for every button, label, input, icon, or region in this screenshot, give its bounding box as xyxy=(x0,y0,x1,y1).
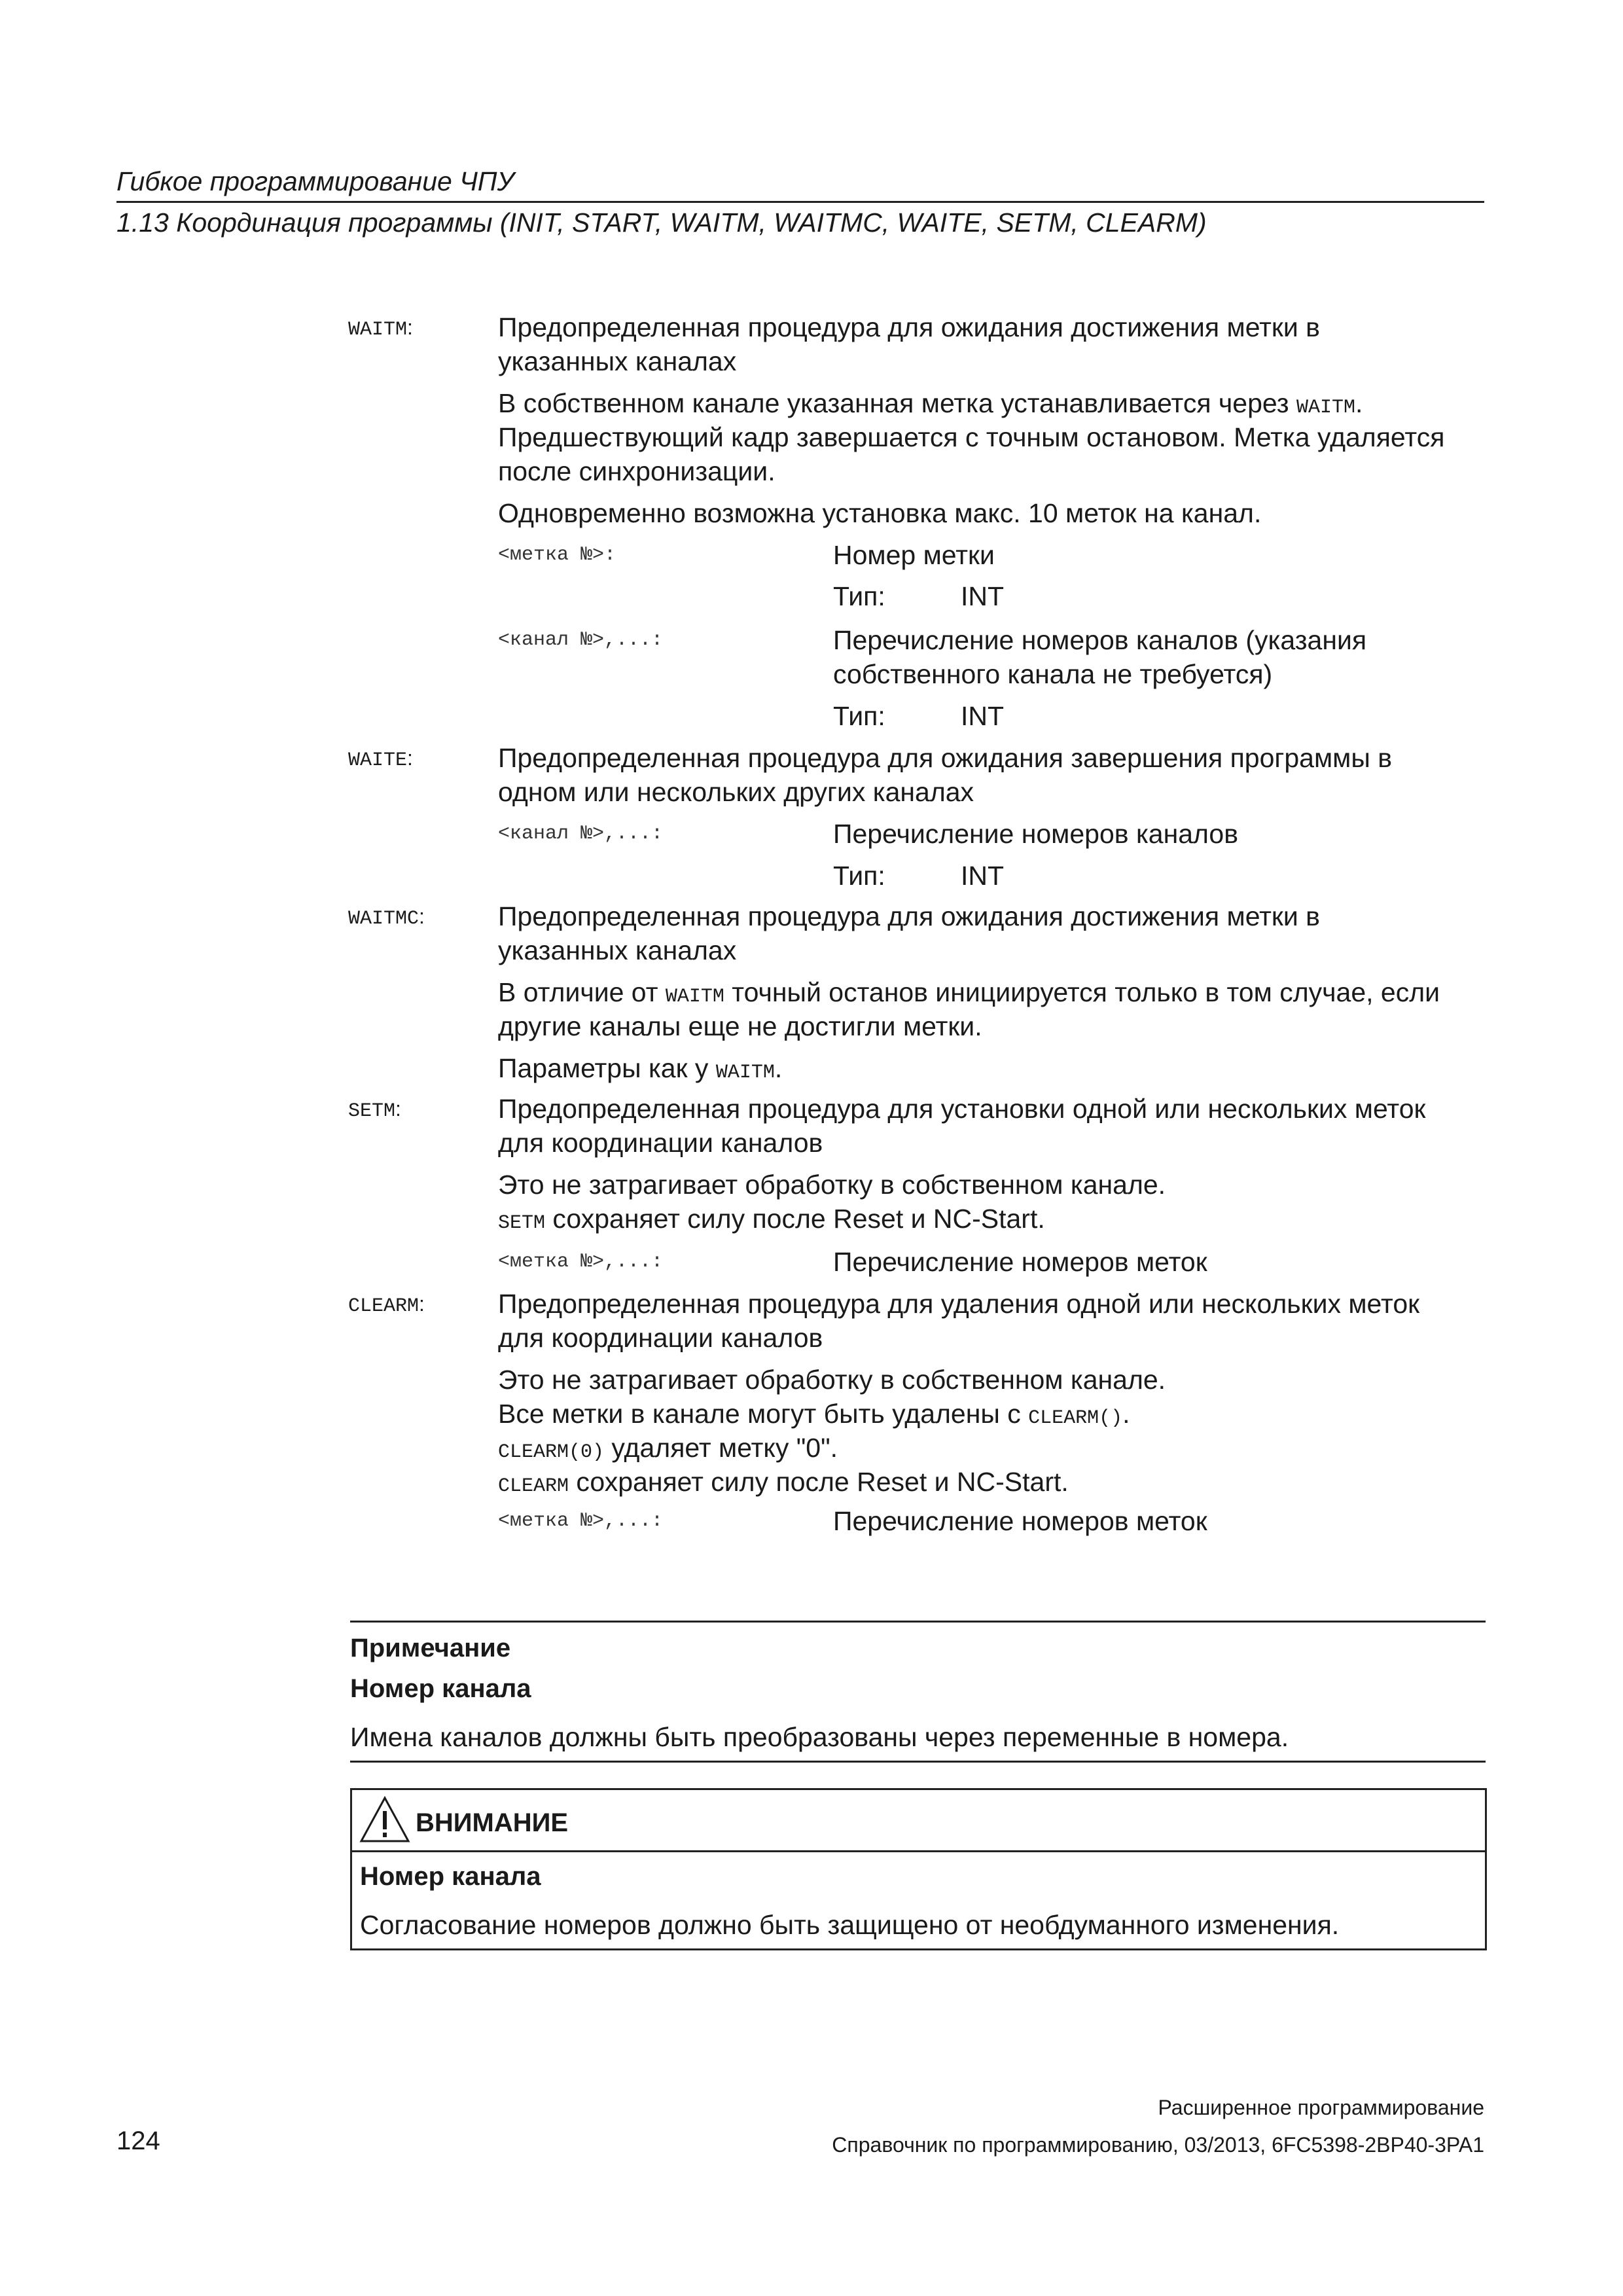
term-waitm: WAITM: xyxy=(348,315,413,341)
waitm-desc-1b: указанных каналах xyxy=(498,346,737,376)
waitm-desc-1a: Предопределенная процедура для ожидания достижения метки в xyxy=(498,312,1320,342)
setm-param-label-name: <метка №>,...: xyxy=(498,1251,664,1273)
waite-desc-1a: Предопределенная процедура для ожидания завершения программы в xyxy=(498,743,1392,773)
clearm-desc-2d-post: сохраняет силу после Reset и NC-Start. xyxy=(569,1467,1069,1497)
waitm-param-channel-text: <канал №>,... xyxy=(498,629,652,651)
clearm-desc-1b: для координации каналов xyxy=(498,1323,823,1353)
term-waite: WAITE: xyxy=(348,746,413,772)
setm-desc-1b: для координации каналов xyxy=(498,1128,823,1158)
setm-desc-2a: Это не затрагивает обработку в собственном канале. xyxy=(498,1170,1166,1200)
term-waite-code: WAITE xyxy=(348,749,408,772)
term-waitmc-code: WAITMC xyxy=(348,908,419,930)
clearm-desc-2b: Все метки в канале могут быть удалены с CLEARM(). xyxy=(498,1399,1130,1429)
footer-book-title: Расширенное программирование xyxy=(1158,2096,1484,2119)
waite-param-channel-name: <канал №>,...: xyxy=(498,823,664,845)
clearm-desc-2a: Это не затрагивает обработку в собственном канале. xyxy=(498,1365,1166,1395)
setm-desc-2b xyxy=(498,1202,1486,1240)
waite-param-channel-text: <канал №>,... xyxy=(498,823,652,845)
note-top-rule xyxy=(350,1621,1486,1623)
waitm-desc-2c: после синхронизации. xyxy=(498,456,776,486)
note-title: Примечание xyxy=(350,1634,511,1662)
footer-book-info: Справочник по программированию, 03/2013, 6FC5398-2BP40-3PA1 xyxy=(832,2133,1484,2157)
setm-desc-2b-code: SETM xyxy=(498,1212,546,1234)
waitmc-desc-2a-code: WAITM xyxy=(665,986,724,1008)
waitmc-desc-2a-pre: В отличие от xyxy=(498,977,666,1007)
term-waitmc: WAITMC: xyxy=(348,905,425,930)
clearm-desc-2b-code: CLEARM() xyxy=(1028,1407,1123,1429)
clearm-desc-1a: Предопределенная процедура для удаления одной или нескольких меток xyxy=(498,1289,1420,1319)
setm-param-label-desc: Перечисление номеров меток xyxy=(833,1247,1207,1277)
term-setm: SETM: xyxy=(348,1097,401,1122)
clearm-desc-2d xyxy=(498,1465,1486,1503)
waitm-param-label-type: INT xyxy=(961,581,1005,611)
clearm-param-label-desc: Перечисление номеров меток xyxy=(833,1506,1207,1536)
note-bottom-rule xyxy=(350,1761,1486,1763)
warning-box xyxy=(350,1788,1487,1950)
waitm-desc-2a-text: В собственном канале указанная метка устанавливается через xyxy=(498,388,1296,418)
waitm-param-channel-desc-a: Перечисление номеров каналов (указания xyxy=(833,625,1367,655)
clearm-desc-2c-post: удаляет метку "0". xyxy=(604,1433,838,1463)
warning-title: ВНИМАНИЕ xyxy=(416,1808,569,1837)
page-number: 124 xyxy=(116,2126,160,2155)
clearm-desc-2b-pre: Все метки в канале могут быть удалены с xyxy=(498,1399,1029,1429)
clearm-desc-2c-code: CLEARM(0) xyxy=(498,1441,605,1463)
waitm-param-channel-type: INT xyxy=(961,701,1005,731)
waitm-desc-2b: Предшествующий кадр завершается с точным остановом. Метка удаляется xyxy=(498,422,1445,452)
clearm-param-label-text: <метка №>,... xyxy=(498,1510,652,1532)
header-divider xyxy=(116,201,1484,203)
waitmc-desc-2a xyxy=(498,975,1486,1014)
waitmc-desc-1a: Предопределенная процедура для ожидания достижения метки в xyxy=(498,901,1320,931)
waitm-param-label-type-label: Тип: xyxy=(833,581,885,611)
note-text: Имена каналов должны быть преобразованы через переменные в номера. xyxy=(350,1722,1289,1752)
clearm-desc-2c xyxy=(498,1431,1486,1469)
waitm-desc-2a-code: WAITM xyxy=(1296,397,1356,419)
running-header-title: Гибкое программирование ЧПУ xyxy=(116,166,514,196)
waitmc-desc-3: Параметры как у WAITM. xyxy=(498,1053,783,1084)
term-clearm: CLEARM: xyxy=(348,1292,425,1318)
waitm-param-label-desc: Номер метки xyxy=(833,540,995,570)
warning-triangle-icon xyxy=(359,1795,411,1844)
waitm-desc-2a: В собственном канале указанная метка устанавливается через WAITM. xyxy=(498,388,1363,419)
waitmc-desc-2b: другие каналы еще не достигли метки. xyxy=(498,1011,982,1041)
warning-text: Согласование номеров должно быть защищено от необдуманного изменения. xyxy=(360,1910,1340,1940)
waite-desc-1b: одном или нескольких других каналах xyxy=(498,777,974,807)
term-setm-code: SETM xyxy=(348,1100,396,1122)
waitmc-desc-3-pre: Параметры как у xyxy=(498,1053,716,1083)
waitm-param-label-text: <метка №> xyxy=(498,544,605,566)
setm-desc-2b-post: сохраняет силу после Reset и NC-Start. xyxy=(545,1204,1045,1234)
waitm-desc-3: Одновременно возможна установка макс. 10 меток на канал. xyxy=(498,498,1262,528)
waitmc-desc-2a-post: точный останов инициируется только в том случае, если xyxy=(724,977,1440,1007)
setm-param-label-text: <метка №>,... xyxy=(498,1251,652,1273)
warning-subtitle: Номер канала xyxy=(360,1862,541,1891)
waitm-param-label-name: <метка №>: xyxy=(498,544,616,566)
clearm-param-label-name: <метка №>,...: xyxy=(498,1510,664,1532)
setm-desc-1a: Предопределенная процедура для установки одной или нескольких меток xyxy=(498,1094,1426,1124)
waite-param-channel-type: INT xyxy=(961,861,1005,891)
term-clearm-code: CLEARM xyxy=(348,1295,419,1318)
waite-param-channel-type-label: Тип: xyxy=(833,861,885,891)
waitmc-desc-3-code: WAITM xyxy=(715,1062,775,1084)
waitm-param-channel-name: <канал №>,...: xyxy=(498,629,664,651)
waitm-param-channel-desc-b: собственного канала не требуется) xyxy=(833,659,1273,689)
clearm-desc-2d-code: CLEARM xyxy=(498,1475,569,1498)
waitm-param-channel-type-label: Тип: xyxy=(833,701,885,731)
warning-divider xyxy=(352,1850,1485,1852)
waite-param-channel-desc: Перечисление номеров каналов xyxy=(833,819,1239,849)
term-waitm-code: WAITM xyxy=(348,319,408,341)
running-header-section: 1.13 Координация программы (INIT, START, WAITM, WAITMC, WAITE, SETM, CLEARM) xyxy=(116,207,1207,238)
note-subtitle: Номер канала xyxy=(350,1674,531,1703)
waitmc-desc-1b: указанных каналах xyxy=(498,935,737,965)
